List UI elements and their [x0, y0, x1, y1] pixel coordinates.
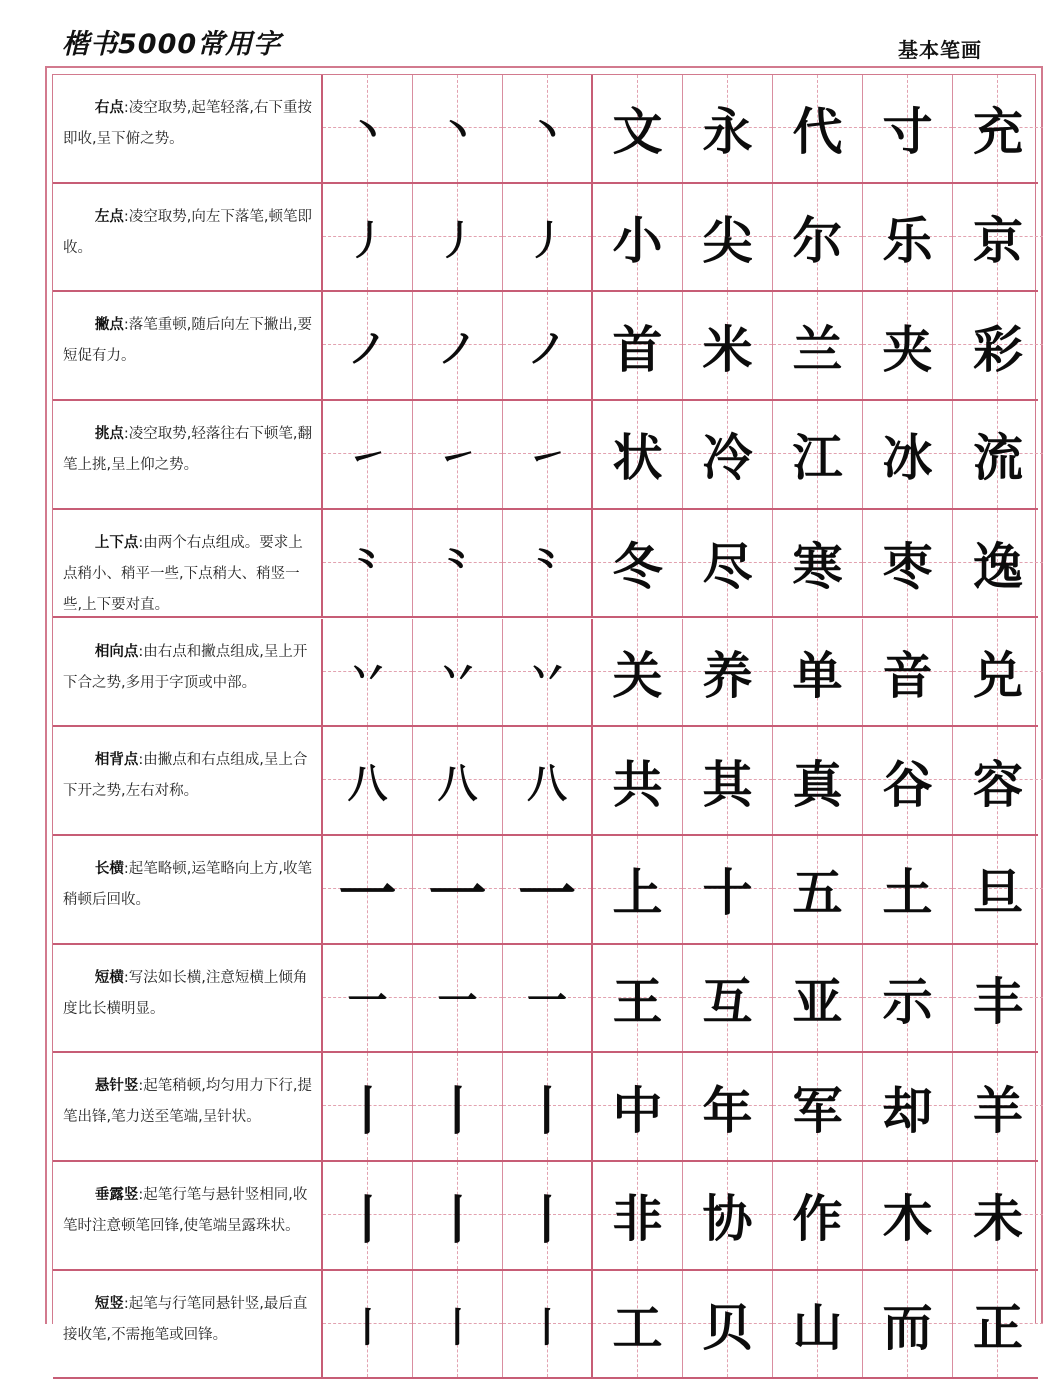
stroke-sample: 一 [347, 978, 388, 1025]
example-character: 协 [702, 1189, 753, 1249]
example-character: 尔 [792, 211, 843, 271]
example-character: 年 [702, 1080, 753, 1140]
stroke-row [53, 292, 1038, 401]
stroke-sample: ㇀ [527, 434, 567, 481]
example-char-cell [593, 401, 683, 508]
example-char-cell [863, 510, 953, 617]
example-char-cell [593, 1271, 683, 1378]
example-char-cell [593, 727, 683, 834]
example-char-cell [683, 727, 773, 834]
stroke-sample: 丷 [527, 652, 567, 699]
stroke-practice-cell [323, 510, 413, 617]
example-char-cell [773, 727, 863, 834]
stroke-sample: 丿 [437, 217, 478, 264]
stroke-sample: ⺀ [437, 543, 478, 590]
stroke-sample: 一 [527, 978, 567, 1025]
practice-sheet [45, 66, 1043, 1358]
section-title: 基本笔画 [898, 38, 982, 62]
stroke-explanation: :起笔行笔与悬针竖相同,收笔时注意顿笔回锋,使笔端呈露珠状。 [63, 1187, 308, 1234]
example-char-cell [953, 727, 1043, 834]
stroke-sample: 八 [347, 761, 388, 808]
example-char-cell [953, 619, 1043, 726]
stroke-explanation: :由两个右点组成。要求上点稍小、稍平一些,下点稍大、稍竖一些,上下要对直。 [63, 534, 303, 613]
example-character: 旦 [973, 863, 1023, 923]
stroke-name: 短横 [94, 969, 124, 986]
example-character: 彩 [973, 319, 1023, 379]
example-char-cell [863, 619, 953, 726]
stroke-practice-cell [503, 292, 593, 399]
example-character: 永 [702, 102, 753, 162]
example-character: 冬 [612, 537, 663, 597]
stroke-sample: ㇀ [347, 434, 388, 481]
example-character: 逸 [973, 537, 1023, 597]
example-char-cell [683, 401, 773, 508]
example-char-cell [773, 184, 863, 291]
stroke-sample: 丶 [527, 108, 567, 155]
example-char-cell [953, 510, 1043, 617]
stroke-sample: 丿 [527, 217, 567, 264]
stroke-practice-cell [323, 401, 413, 508]
stroke-practice-cell [503, 1271, 593, 1378]
example-char-cell [863, 945, 953, 1052]
stroke-sample: ノ [527, 326, 567, 373]
example-character: 兑 [973, 645, 1023, 705]
stroke-sample: 丨 [527, 1304, 567, 1351]
example-character: 关 [612, 645, 663, 705]
stroke-explanation: :凌空取势,起笔轻落,右下重按即收,呈下俯之势。 [63, 100, 312, 147]
example-char-cell [683, 184, 773, 291]
example-character: 谷 [882, 754, 933, 814]
example-char-cell [953, 1053, 1043, 1160]
example-character: 米 [702, 319, 753, 379]
stroke-practice-cell [323, 184, 413, 291]
page-header [0, 0, 1051, 66]
stroke-description [53, 727, 323, 834]
book-title: 楷书5000常用字 [62, 29, 282, 60]
example-char-cell [953, 75, 1043, 182]
example-character: 流 [973, 428, 1023, 488]
stroke-sample: 丨 [437, 1304, 478, 1351]
stroke-sample: 丨 [341, 1190, 394, 1251]
stroke-sample: ノ [347, 326, 388, 373]
stroke-practice-cell [413, 836, 503, 943]
example-char-cell [953, 184, 1043, 291]
stroke-description [53, 292, 323, 399]
stroke-practice-cell [503, 836, 593, 943]
example-char-cell [953, 292, 1043, 399]
example-character: 兰 [792, 319, 843, 379]
example-character: 而 [882, 1298, 933, 1358]
stroke-description [53, 75, 323, 182]
example-character: 工 [612, 1298, 663, 1358]
stroke-explanation: :起笔与行笔同悬针竖,最后直接收笔,不需拖笔或回锋。 [63, 1295, 308, 1343]
example-char-cell [773, 619, 863, 726]
example-char-cell [773, 510, 863, 617]
example-character: 木 [882, 1189, 933, 1249]
stroke-row [53, 619, 1038, 728]
stroke-description [53, 1053, 323, 1160]
example-character: 尖 [702, 211, 753, 271]
example-char-cell [863, 401, 953, 508]
example-character: 中 [612, 1080, 663, 1140]
stroke-sample: 丨 [520, 1190, 573, 1251]
stroke-sample: ㇀ [437, 434, 478, 481]
example-character: 枣 [882, 537, 933, 597]
example-character: 代 [792, 102, 843, 162]
example-char-cell [863, 184, 953, 291]
stroke-row [53, 1053, 1038, 1162]
example-character: 状 [612, 428, 663, 488]
example-character: 互 [702, 971, 753, 1031]
stroke-row [53, 727, 1038, 836]
stroke-practice-cell [503, 619, 593, 726]
stroke-sample: 八 [437, 761, 478, 808]
example-character: 尽 [702, 537, 753, 597]
stroke-practice-cell [323, 836, 413, 943]
stroke-practice-cell [323, 75, 413, 182]
stroke-practice-cell [413, 945, 503, 1052]
example-character: 上 [612, 863, 663, 923]
example-char-cell [863, 292, 953, 399]
example-character: 作 [792, 1189, 843, 1249]
example-char-cell [593, 510, 683, 617]
example-character: 小 [612, 211, 663, 271]
example-character: 冰 [882, 428, 933, 488]
example-char-cell [683, 292, 773, 399]
example-character: 单 [792, 645, 843, 705]
example-character: 山 [792, 1298, 843, 1358]
stroke-practice-cell [323, 1271, 413, 1378]
stroke-name: 撇点 [94, 317, 124, 334]
example-character: 却 [882, 1080, 933, 1140]
stroke-practice-cell [503, 510, 593, 617]
stroke-practice-cell [323, 1053, 413, 1160]
stroke-practice-cell [503, 945, 593, 1052]
stroke-sample: 丶 [347, 108, 388, 155]
example-character: 乐 [882, 211, 933, 271]
stroke-name: 长横 [94, 860, 124, 877]
example-char-cell [773, 75, 863, 182]
example-char-cell [863, 1271, 953, 1378]
stroke-explanation: :由右点和撇点组成,呈上开下合之势,多用于字顶或中部。 [63, 643, 308, 691]
stroke-practice-cell [413, 619, 503, 726]
example-character: 江 [792, 428, 843, 488]
stroke-sample: 八 [527, 761, 567, 808]
stroke-sample: 一 [338, 860, 397, 929]
stroke-sample: 丷 [347, 652, 388, 699]
example-character: 音 [882, 645, 933, 705]
example-character: 养 [702, 645, 753, 705]
example-character: 容 [973, 754, 1023, 814]
stroke-explanation: :凌空取势,轻落往右下顿笔,翻笔上挑,呈上仰之势。 [63, 426, 312, 474]
stroke-name: 挑点 [94, 426, 124, 443]
stroke-practice-cell [503, 727, 593, 834]
stroke-explanation: :落笔重顿,随后向左下撇出,要短促有力。 [63, 317, 312, 365]
example-character: 丰 [973, 971, 1023, 1031]
stroke-practice-cell [413, 1053, 503, 1160]
stroke-row [53, 1271, 1038, 1379]
stroke-sample: 丿 [347, 217, 388, 264]
example-character: 示 [882, 971, 933, 1031]
example-character: 首 [612, 319, 663, 379]
stroke-description [53, 510, 323, 617]
stroke-practice-cell [413, 292, 503, 399]
example-char-cell [863, 727, 953, 834]
example-character: 夹 [882, 319, 933, 379]
example-char-cell [683, 1053, 773, 1160]
stroke-description [53, 945, 323, 1052]
stroke-practice-cell [503, 75, 593, 182]
stroke-practice-cell [323, 619, 413, 726]
example-char-cell [773, 401, 863, 508]
stroke-name: 右点 [94, 100, 124, 116]
stroke-practice-cell [413, 727, 503, 834]
example-char-cell [773, 836, 863, 943]
stroke-name: 相向点 [94, 643, 139, 660]
example-character: 羊 [973, 1080, 1023, 1140]
example-character: 贝 [702, 1298, 753, 1358]
stroke-name: 短竖 [94, 1295, 124, 1312]
stroke-practice-cell [323, 945, 413, 1052]
example-char-cell [953, 945, 1043, 1052]
stroke-sample: ノ [437, 326, 478, 373]
stroke-explanation: :由撇点和右点组成,呈上合下开之势,左右对称。 [63, 752, 308, 800]
stroke-description [53, 401, 323, 508]
stroke-grid [52, 74, 1036, 1358]
example-char-cell [683, 1162, 773, 1269]
example-char-cell [593, 619, 683, 726]
example-char-cell [863, 75, 953, 182]
example-char-cell [773, 1271, 863, 1378]
example-char-cell [593, 1162, 683, 1269]
stroke-row [53, 1162, 1038, 1271]
example-char-cell [593, 1053, 683, 1160]
example-char-cell [593, 292, 683, 399]
stroke-practice-cell [503, 1162, 593, 1269]
example-character: 共 [612, 754, 663, 814]
example-character: 正 [973, 1298, 1023, 1358]
stroke-row [53, 945, 1038, 1054]
stroke-sample: 丨 [347, 1304, 388, 1351]
example-char-cell [953, 1162, 1043, 1269]
example-char-cell [863, 1053, 953, 1160]
stroke-sample: 丨 [431, 1082, 484, 1143]
stroke-sample: 丷 [437, 652, 478, 699]
stroke-sample: 丨 [520, 1082, 573, 1143]
stroke-explanation: :写法如长横,注意短横上倾角度比长横明显。 [63, 969, 308, 1017]
stroke-description [53, 184, 323, 291]
stroke-sample: 一 [437, 978, 478, 1025]
stroke-practice-cell [413, 1162, 503, 1269]
stroke-practice-cell [323, 292, 413, 399]
stroke-name: 悬针竖 [94, 1078, 139, 1095]
stroke-description [53, 619, 323, 726]
example-character: 其 [702, 754, 753, 814]
stroke-row [53, 510, 1038, 619]
stroke-description [53, 1162, 323, 1269]
stroke-practice-cell [413, 510, 503, 617]
stroke-practice-cell [503, 401, 593, 508]
stroke-sample: 丶 [437, 108, 478, 155]
stroke-practice-cell [413, 1271, 503, 1378]
stroke-sample: 一 [517, 860, 576, 929]
stroke-row [53, 184, 1038, 293]
example-character: 寸 [882, 102, 933, 162]
stroke-sample: 丨 [431, 1190, 484, 1251]
example-char-cell [773, 945, 863, 1052]
stroke-practice-cell [413, 184, 503, 291]
example-char-cell [593, 75, 683, 182]
example-char-cell [683, 836, 773, 943]
stroke-sample: ⺀ [347, 543, 388, 590]
example-character: 未 [973, 1189, 1023, 1249]
example-char-cell [953, 836, 1043, 943]
stroke-explanation: :凌空取势,向左下落笔,顿笔即收。 [63, 208, 312, 256]
example-character: 五 [792, 863, 843, 923]
stroke-row [53, 401, 1038, 510]
stroke-sample: 一 [428, 860, 487, 929]
stroke-practice-cell [413, 75, 503, 182]
example-character: 土 [882, 863, 933, 923]
example-character: 文 [612, 102, 663, 162]
example-char-cell [683, 75, 773, 182]
stroke-practice-cell [323, 727, 413, 834]
example-character: 王 [612, 971, 663, 1031]
example-char-cell [773, 1053, 863, 1160]
example-char-cell [863, 836, 953, 943]
stroke-row [53, 836, 1038, 945]
example-character: 军 [792, 1080, 843, 1140]
example-character: 非 [612, 1189, 663, 1249]
example-char-cell [683, 619, 773, 726]
example-char-cell [773, 1162, 863, 1269]
example-char-cell [773, 292, 863, 399]
example-character: 京 [973, 211, 1023, 271]
example-char-cell [593, 836, 683, 943]
stroke-explanation: :起笔稍顿,均匀用力下行,提笔出锋,笔力送至笔端,呈针状。 [63, 1078, 312, 1126]
stroke-practice-cell [503, 184, 593, 291]
stroke-sample: 丨 [341, 1082, 394, 1143]
example-char-cell [593, 184, 683, 291]
example-character: 寒 [792, 537, 843, 597]
stroke-explanation: :起笔略顿,运笔略向上方,收笔稍顿后回收。 [63, 860, 312, 908]
example-character: 真 [792, 754, 843, 814]
stroke-name: 相背点 [94, 752, 139, 769]
example-character: 十 [702, 863, 753, 923]
example-char-cell [683, 510, 773, 617]
example-char-cell [953, 401, 1043, 508]
stroke-practice-cell [503, 1053, 593, 1160]
stroke-practice-cell [413, 401, 503, 508]
example-character: 充 [973, 102, 1023, 162]
example-char-cell [863, 1162, 953, 1269]
stroke-name: 垂露竖 [94, 1187, 139, 1203]
example-char-cell [683, 945, 773, 1052]
stroke-description [53, 1271, 323, 1378]
example-char-cell [593, 945, 683, 1052]
stroke-row [53, 75, 1038, 184]
stroke-sample: ⺀ [527, 543, 567, 590]
example-character: 冷 [702, 428, 753, 488]
stroke-name: 左点 [94, 208, 124, 225]
example-char-cell [953, 1271, 1043, 1378]
example-char-cell [683, 1271, 773, 1378]
stroke-practice-cell [323, 1162, 413, 1269]
stroke-name: 上下点 [94, 534, 139, 551]
stroke-description [53, 836, 323, 943]
example-character: 亚 [792, 971, 843, 1031]
